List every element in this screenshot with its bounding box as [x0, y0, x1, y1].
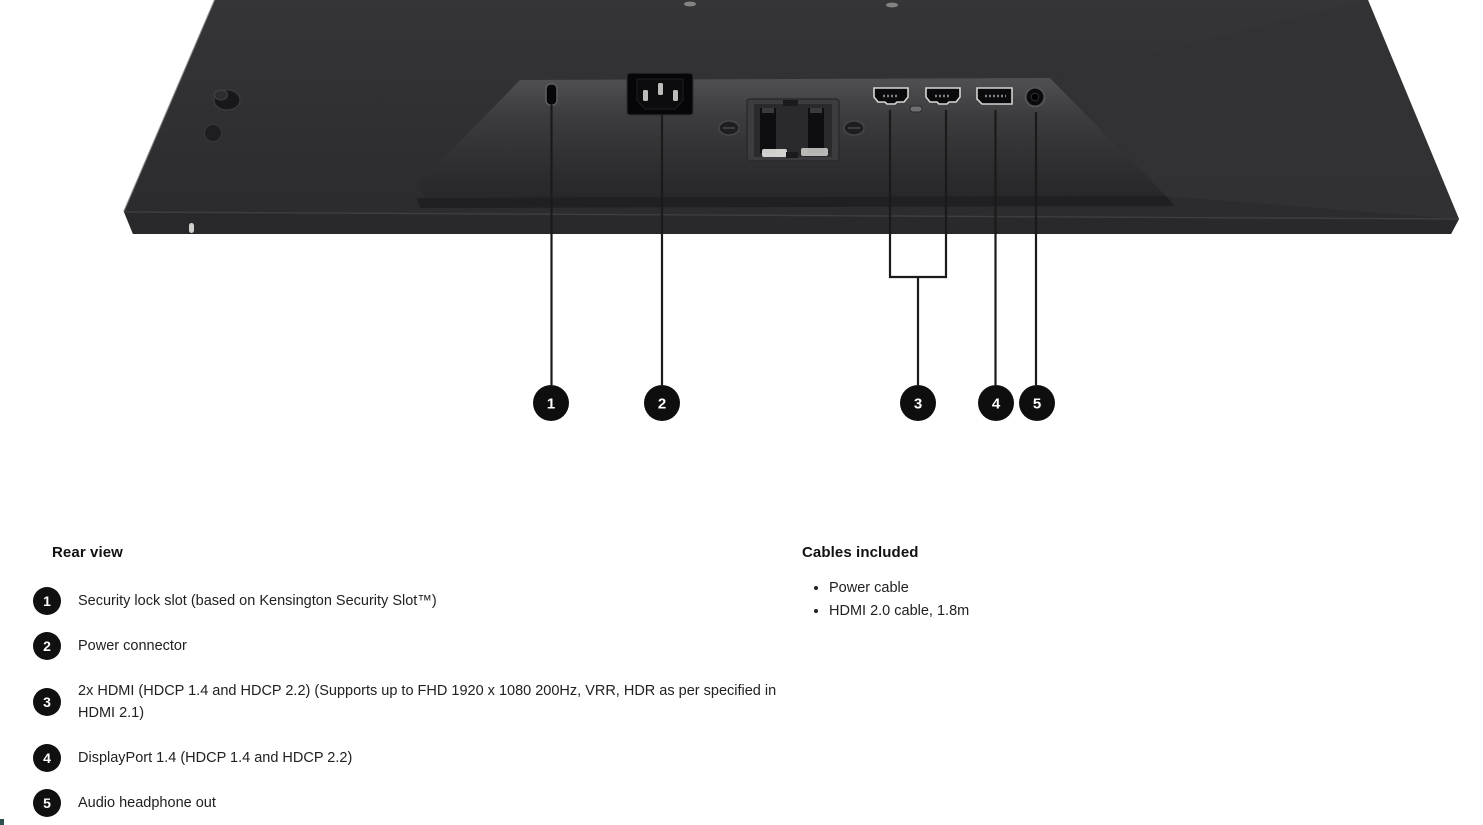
legend-text-2: Power connector [78, 638, 187, 654]
legend-badge-5: 5 [33, 789, 61, 817]
cable-item-hdmi: • HDMI 2.0 cable, 1.8m [829, 600, 969, 623]
legend-text-5: Audio headphone out [78, 795, 216, 811]
legend-item-displayport [33, 744, 352, 772]
rear-screw-mark-left [684, 2, 696, 7]
callout-number-4: 4 [991, 395, 1001, 413]
legend-item-audio-out [33, 789, 216, 817]
legend-item-power-connector [33, 632, 187, 660]
legend-badge-2: 2 [33, 632, 61, 660]
legend-item-security-slot [33, 587, 437, 615]
cables-included-heading: Cables included [802, 544, 919, 561]
callout-number-2: 2 [657, 395, 667, 413]
legend-badge-1: 1 [33, 587, 61, 615]
legend-badge-3: 3 [33, 688, 61, 716]
legend-text-1: Security lock slot (based on Kensington Security Slot™) [78, 593, 437, 609]
legend-text-4: DisplayPort 1.4 (HDCP 1.4 and HDCP 2.2) [78, 750, 353, 766]
rear-button [205, 125, 222, 142]
page-edge-artifact [0, 819, 4, 825]
rear-view-heading: Rear view [52, 544, 123, 561]
joystick-cap [215, 90, 228, 100]
cables-list [802, 577, 969, 623]
hdmi-port-2 [926, 88, 960, 104]
hdmi-port-1 [874, 88, 908, 104]
connector-bay-shadow [417, 196, 1175, 208]
legend-badge-4: 4 [33, 744, 61, 772]
callout-number-1: 1 [546, 395, 556, 413]
led-indicator [189, 223, 194, 233]
displayport-port [977, 88, 1012, 104]
callout-number-3: 3 [913, 395, 923, 413]
audio-jack-port [1026, 88, 1045, 107]
callout-number-5: 5 [1032, 395, 1042, 413]
rear-screw-mark-right [886, 3, 898, 8]
legend-item-hdmi [33, 680, 780, 724]
callout-circles [533, 385, 1055, 421]
cable-item-power: • Power cable [829, 577, 969, 600]
legend-text-3: 2x HDMI (HDCP 1.4 and HDCP 2.2) (Supports up to FHD 1920 x 1080 200Hz, VRR, HDR as per specified in HDMI 2.1) [78, 683, 777, 721]
security-lock-slot [546, 84, 557, 105]
service-slot [910, 106, 922, 112]
